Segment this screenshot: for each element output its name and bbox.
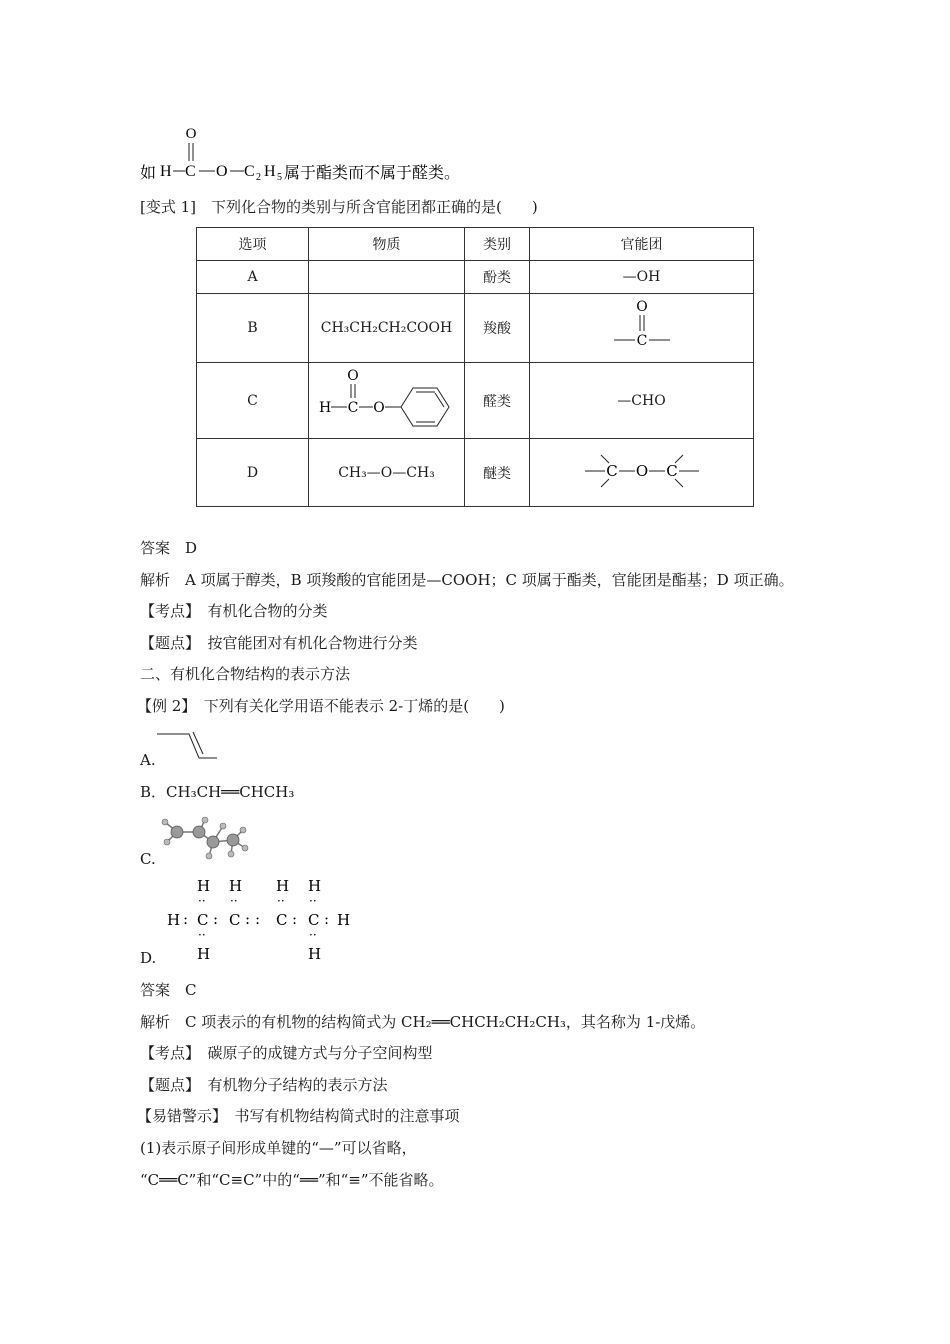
option-cell: D	[197, 439, 309, 507]
lewis-colon: :	[245, 910, 251, 928]
ether-o: O	[635, 461, 648, 480]
lewis-dots: ··	[230, 894, 238, 908]
variant1-analysis: 解析 A 项属于醇类，B 项羧酸的官能团是—COOH；C 项属于酯类，官能团是酯基；D 项正确。	[140, 571, 794, 589]
carbonyl-structure	[602, 297, 682, 355]
option-d-label: D.	[140, 949, 157, 967]
table-row	[197, 363, 754, 439]
table-row	[197, 261, 754, 294]
option-b: B．CH₃CH══CHCH₃	[140, 783, 295, 801]
lewis-h: H	[197, 877, 211, 895]
example2-answer: 答案 C	[140, 981, 197, 999]
carbonyl-c: C	[636, 333, 647, 349]
option-cell: B	[197, 294, 309, 363]
table-row	[197, 439, 754, 507]
ethyl-formate-structure	[140, 122, 480, 184]
category-cell: 醚类	[465, 439, 530, 507]
ether-c2: C	[665, 461, 678, 480]
carbonyl-group-cell	[530, 294, 754, 363]
lewis-colon: :	[183, 910, 189, 928]
header-group: 官能团	[530, 228, 754, 261]
lewis-h: H	[167, 911, 181, 929]
warning-point1b: “C══C”和“C≡C”中的“══”和“≡”不能省略。	[140, 1171, 444, 1189]
lewis-colon: :	[292, 910, 298, 928]
option-a-skeletal	[155, 728, 225, 768]
phenyl-formate-structure	[317, 364, 457, 434]
ether-group-cell	[530, 439, 754, 507]
formula-c2: C	[244, 163, 255, 180]
phenyl-formate-cell	[309, 363, 465, 439]
formate-o2: O	[372, 399, 385, 416]
category-cell: 酚类	[465, 261, 530, 294]
lewis-colon: :	[255, 910, 261, 928]
formate-o: O	[346, 367, 359, 384]
formula-sub2: 2	[256, 172, 261, 183]
option-c-ball-stick-model	[155, 812, 255, 868]
lewis-h: H	[197, 945, 211, 962]
example2-kaodian: 【考点】 碳原子的成键方式与分子空间构型	[140, 1044, 433, 1062]
lewis-c: C	[308, 911, 320, 929]
variant1-kaodian: 【考点】 有机化合物的分类	[140, 602, 328, 620]
option-d-lewis-structure	[165, 877, 365, 962]
lewis-dots: ··	[277, 894, 285, 908]
formate-c: C	[347, 399, 358, 416]
lewis-colon: :	[213, 910, 219, 928]
formula-o: O	[216, 163, 228, 180]
intro-prefix: 如	[140, 165, 157, 182]
group-cell: —OH	[530, 261, 754, 294]
lewis-colon: :	[324, 910, 330, 928]
lewis-dots: ··	[309, 928, 317, 942]
variant1-question: [变式 1] 下列化合物的类别与所含官能团都正确的是( )	[140, 198, 538, 216]
variant1-answer: 答案 D	[140, 539, 198, 557]
substance-cell: CH₃CH₂CH₂COOH	[309, 294, 465, 363]
table-header-row	[197, 228, 754, 261]
intro-suffix: 属于酯类而不属于醛类。	[284, 165, 461, 182]
options-table	[196, 227, 754, 507]
lewis-h: H	[229, 877, 243, 895]
lewis-dots: ··	[198, 928, 206, 942]
header-category: 类别	[465, 228, 530, 261]
header-option: 选项	[197, 228, 309, 261]
option-a-label: A.	[140, 751, 156, 769]
lewis-dots: ··	[309, 894, 317, 908]
ether-c1: C	[605, 461, 618, 480]
ether-structure	[577, 441, 707, 501]
formate-h: H	[318, 399, 331, 416]
lewis-h: H	[308, 945, 322, 962]
lewis-h: H	[276, 877, 290, 895]
lewis-c: C	[229, 911, 241, 929]
group-cell: —CHO	[530, 363, 754, 439]
lewis-h: H	[337, 911, 351, 929]
table-row	[197, 294, 754, 363]
lewis-c: C	[197, 911, 209, 929]
category-cell: 羧酸	[465, 294, 530, 363]
lewis-c: C	[276, 911, 288, 929]
carbonyl-o: O	[635, 299, 648, 315]
section2-title: 二、有机化合物结构的表示方法	[140, 665, 351, 683]
option-c-label: C.	[140, 850, 156, 868]
formula-o-top: O	[185, 126, 197, 142]
header-substance: 物质	[309, 228, 465, 261]
warning-title: 【易错警示】 书写有机物结构简式时的注意事项	[137, 1107, 460, 1125]
example2-analysis: 解析 C 项表示的有机物的结构简式为 CH₂══CHCH₂CH₂CH₃，其名称为 1-戊烯。	[140, 1013, 706, 1031]
lewis-dots: ··	[198, 894, 206, 908]
warning-point1: (1)表示原子间形成单键的“—”可以省略，	[140, 1139, 417, 1157]
formula-c: C	[185, 163, 196, 180]
formula-h5: H	[264, 163, 276, 180]
substance-cell	[309, 261, 465, 294]
example2-tidian: 【题点】 有机物分子结构的表示方法	[140, 1076, 388, 1094]
option-cell: C	[197, 363, 309, 439]
substance-cell: CH₃—O—CH₃	[309, 439, 465, 507]
formula-h: H	[160, 163, 172, 180]
example2-question: 【例 2】 下列有关化学用语不能表示 2-丁烯的是( )	[137, 697, 505, 715]
category-cell: 醛类	[465, 363, 530, 439]
lewis-h: H	[308, 877, 322, 895]
formula-sub5: 5	[277, 172, 282, 183]
variant1-tidian: 【题点】 按官能团对有机化合物进行分类	[140, 634, 418, 652]
option-cell: A	[197, 261, 309, 294]
